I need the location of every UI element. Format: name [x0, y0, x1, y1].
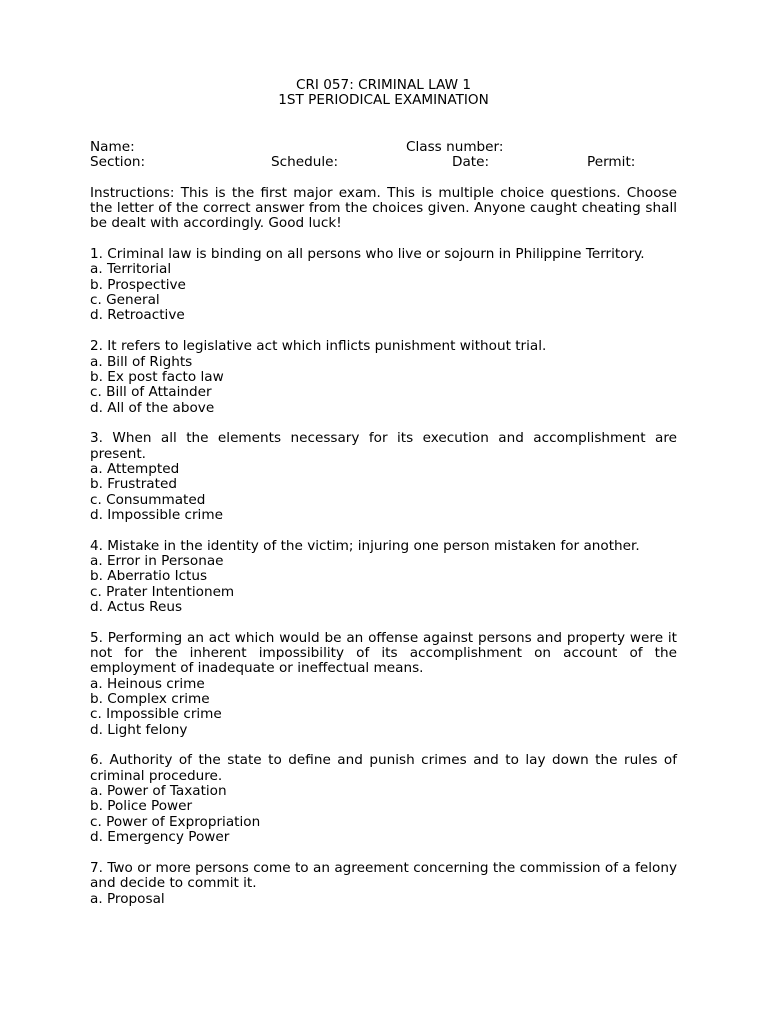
answer-choice: a. Heinous crime — [90, 675, 205, 692]
question-item — [90, 753, 677, 845]
answer-choice: b. Aberratio Ictus — [90, 568, 208, 585]
answer-choice: b. Prospective — [90, 276, 186, 293]
schedule-field-label: Schedule: — [271, 154, 339, 171]
answer-choice: c. Power of Expropriation — [90, 813, 261, 830]
answer-choice: b. Complex crime — [90, 691, 210, 708]
student-info-fields — [90, 140, 677, 171]
exam-title: 1ST PERIODICAL EXAMINATION — [278, 92, 489, 109]
answer-choice: d. Retroactive — [90, 307, 185, 324]
answer-choice: a. Proposal — [90, 890, 165, 907]
answer-choice: a. Power of Taxation — [90, 783, 227, 800]
answer-choice: c. Consummated — [90, 491, 206, 508]
answer-choice: b. Ex post facto law — [90, 368, 224, 385]
question-text: 6. Authority of the state to define and punish crimes and to lay down the rules of criminal procedure. — [90, 752, 677, 784]
answer-choice: d. Light felony — [90, 721, 188, 738]
section-field-label: Section: — [90, 154, 146, 171]
course-title: CRI 057: CRIMINAL LAW 1 — [295, 77, 471, 93]
answer-choice: a. Territorial — [90, 261, 172, 278]
answer-choice: d. Actus Reus — [90, 599, 183, 615]
question-item — [90, 631, 677, 738]
answer-choice: d. Impossible crime — [90, 506, 223, 523]
fields-row-1 — [90, 140, 677, 155]
permit-field-label: Permit: — [587, 154, 636, 171]
question-text: 5. Performing an act which would be an offense against persons and property were it not for the inherent impossibility of its accomplishment on account of the employment of inadequate or ineffectual means. — [90, 629, 677, 677]
answer-choice: d. All of the above — [90, 399, 215, 416]
question-text: 4. Mistake in the identity of the victim; injuring one person mistaken for another. — [90, 537, 640, 554]
question-text: 1. Criminal law is binding on all persons who live or sojourn in Philippine Territory. — [90, 246, 645, 263]
answer-choice: a. Attempted — [90, 460, 180, 477]
date-field-label: Date: — [452, 154, 490, 171]
answer-choice: c. Bill of Attainder — [90, 384, 212, 401]
question-item — [90, 431, 677, 523]
question-item — [90, 539, 677, 616]
instructions: Instructions: This is the first major exam. This is multiple choice questions. Choose the letter of the correct answer from the choices given. Anyone caught cheating shall be dealt with accordingly. Good luck! — [90, 184, 677, 232]
question-text: 2. It refers to legislative act which inflicts punishment without trial. — [90, 338, 547, 355]
answer-choice: c. Prater Intentionem — [90, 583, 235, 600]
question-list — [90, 247, 677, 907]
question-item — [90, 861, 677, 907]
answer-choice: a. Bill of Rights — [90, 353, 193, 370]
answer-choice: a. Error in Personae — [90, 552, 224, 569]
answer-choice: c. Impossible crime — [90, 706, 222, 723]
class-number-field-label: Class number: — [406, 138, 504, 155]
question-item — [90, 247, 677, 324]
exam-content — [90, 78, 677, 907]
question-text: 7. Two or more persons come to an agreement concerning the commission of a felony and decide to commit it. — [90, 859, 677, 892]
answer-choice: b. Frustrated — [90, 476, 177, 493]
question-item — [90, 339, 677, 416]
name-field-label: Name: — [90, 138, 135, 155]
answer-choice: c. General — [90, 292, 160, 309]
fields-row-2 — [90, 155, 677, 170]
question-text: 3. When all the elements necessary for its execution and accomplishment are present. — [90, 430, 677, 462]
answer-choice: b. Police Power — [90, 798, 193, 815]
answer-choice: d. Emergency Power — [90, 829, 230, 846]
